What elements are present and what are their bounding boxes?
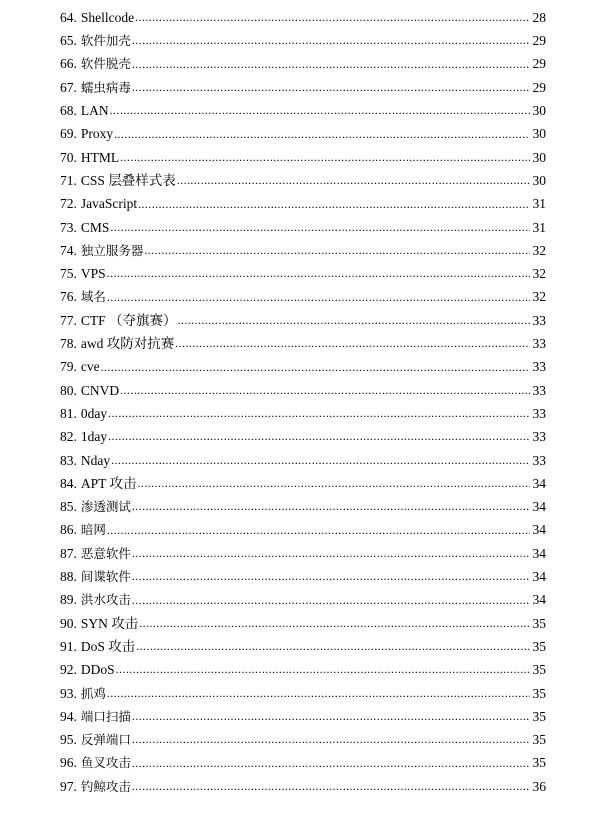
toc-entry-title (60, 523, 107, 537)
toc-page-number: 31 (532, 196, 546, 212)
toc-entry[interactable] (60, 775, 546, 798)
toc-entry-title (60, 547, 132, 561)
toc-entry[interactable] (60, 286, 546, 309)
toc-entry-text: Shellcode (80, 9, 135, 25)
toc-entry-title (60, 57, 132, 71)
toc-page-number: 35 (532, 638, 546, 654)
toc-entry-text: 暗网 (80, 522, 106, 538)
toc-entry-title (60, 244, 144, 258)
toc-page-number: 30 (532, 103, 546, 119)
toc-entry-text: LAN (80, 103, 109, 119)
toc-entry-title (60, 500, 132, 514)
toc-page-number: 34 (532, 569, 546, 585)
toc-page-number: 36 (532, 778, 546, 794)
toc-page-number: 35 (532, 615, 546, 631)
toc-entry[interactable] (60, 76, 546, 99)
toc-entry-text: CSS 层叠样式表 (80, 172, 176, 188)
toc-leader-dots (120, 150, 530, 163)
toc-entry[interactable] (60, 355, 546, 378)
toc-entry-title (60, 454, 111, 468)
toc-page-number: 35 (532, 708, 546, 724)
toc-leader-dots (107, 290, 530, 303)
toc-entry[interactable] (60, 29, 546, 52)
toc-leader-dots (144, 243, 530, 256)
toc-entry-number: 94. (60, 708, 77, 724)
toc-page-number: 30 (532, 126, 546, 142)
toc-page-number: 30 (532, 149, 546, 165)
toc-leader-dots (177, 173, 530, 186)
toc-page-number: 33 (532, 312, 546, 328)
toc-entry-text: CTF （夺旗赛） (80, 312, 177, 328)
toc-leader-dots (178, 313, 530, 326)
toc-entry-text: cve (80, 359, 100, 375)
toc-entry-number: 65. (60, 33, 77, 49)
toc-entry[interactable] (60, 658, 546, 681)
toc-entry-number: 79. (60, 359, 77, 375)
toc-page-number: 33 (532, 429, 546, 445)
toc-entry-text: 端口扫描 (80, 708, 131, 724)
toc-entry-text: CNVD (80, 382, 120, 398)
toc-entry-text: CMS (80, 219, 110, 235)
toc-entry[interactable] (60, 6, 546, 29)
toc-leader-dots (108, 406, 530, 419)
toc-entry-title (60, 663, 116, 677)
toc-entry[interactable] (60, 332, 546, 355)
toc-entry-title (60, 593, 132, 607)
toc-leader-dots (116, 662, 530, 675)
toc-entry-number: 67. (60, 79, 77, 95)
toc-page-number: 32 (532, 289, 546, 305)
toc-entry-number: 81. (60, 405, 77, 421)
toc-page-number: 28 (532, 9, 546, 25)
toc-leader-dots (101, 360, 530, 373)
toc-entry-title (60, 570, 132, 584)
toc-entry-text: 软件脱壳 (80, 56, 131, 72)
toc-entry-text: 0day (80, 405, 108, 421)
toc-entry-number: 83. (60, 452, 77, 468)
toc-page-number: 34 (532, 522, 546, 538)
toc-entry[interactable] (60, 402, 546, 425)
toc-leader-dots (114, 127, 530, 140)
toc-entry-number: 71. (60, 172, 77, 188)
toc-entry-number: 78. (60, 336, 77, 352)
toc-entry-title (60, 384, 120, 398)
toc-leader-dots (139, 616, 530, 629)
toc-entry-number: 73. (60, 219, 77, 235)
toc-page-number: 35 (532, 685, 546, 701)
toc-entry-text: 间谍软件 (80, 569, 131, 585)
toc-leader-dots (110, 103, 530, 116)
toc-entry-number: 92. (60, 662, 77, 678)
toc-entry-title (60, 267, 107, 281)
toc-page-number: 34 (532, 545, 546, 561)
toc-page-number: 35 (532, 662, 546, 678)
toc-entry[interactable] (60, 192, 546, 215)
toc-page-number: 33 (532, 382, 546, 398)
toc-entry-text: 抓鸡 (80, 685, 106, 701)
toc-entry-text: APT 攻击 (80, 475, 137, 491)
toc-entry-number: 85. (60, 499, 77, 515)
toc-page-number: 33 (532, 359, 546, 375)
toc-leader-dots (132, 499, 530, 512)
toc-entry-number: 69. (60, 126, 77, 142)
toc-leader-dots (138, 476, 530, 489)
toc-entry-number: 77. (60, 312, 77, 328)
toc-entry[interactable] (60, 53, 546, 76)
toc-page-number: 34 (532, 499, 546, 515)
toc-leader-dots (120, 383, 530, 396)
toc-entry-title (60, 34, 132, 48)
toc-entry-text: Nday (80, 452, 111, 468)
table-of-contents (60, 6, 546, 798)
toc-entry-title (60, 337, 175, 351)
toc-entry[interactable] (60, 635, 546, 658)
toc-leader-dots (132, 80, 530, 93)
toc-entry-text: DDoS (80, 662, 115, 678)
toc-entry-text: 钓鲸攻击 (80, 778, 131, 794)
toc-entry-title (60, 780, 132, 794)
toc-leader-dots (107, 266, 530, 279)
toc-entry[interactable] (60, 728, 546, 751)
toc-entry-number: 68. (60, 103, 77, 119)
toc-entry-title (60, 314, 178, 328)
toc-entry[interactable] (60, 239, 546, 262)
toc-entry-text: 恶意软件 (80, 545, 131, 561)
toc-entry-title (60, 687, 107, 701)
toc-entry[interactable] (60, 705, 546, 728)
toc-page-number: 33 (532, 452, 546, 468)
toc-entry[interactable] (60, 169, 546, 192)
toc-entry-text: VPS (80, 266, 106, 282)
toc-leader-dots (132, 57, 530, 70)
toc-entry-text: 鱼叉攻击 (80, 755, 131, 771)
toc-entry[interactable] (60, 425, 546, 448)
toc-leader-dots (132, 593, 530, 606)
toc-entry-text: Proxy (80, 126, 114, 142)
toc-entry-title (60, 733, 132, 747)
toc-entry[interactable] (60, 449, 546, 472)
toc-entry-title (60, 290, 107, 304)
toc-entry-number: 87. (60, 545, 77, 561)
toc-entry-text: HTML (80, 149, 120, 165)
toc-entry-number: 84. (60, 475, 77, 491)
toc-entry[interactable] (60, 752, 546, 775)
toc-entry-number: 89. (60, 592, 77, 608)
toc-leader-dots (132, 546, 530, 559)
toc-page-number: 32 (532, 242, 546, 258)
toc-entry-text: awd 攻防对抗赛 (80, 336, 175, 352)
toc-page-number: 33 (532, 405, 546, 421)
toc-entry-title (60, 151, 120, 165)
toc-entry-number: 82. (60, 429, 77, 445)
toc-entry[interactable] (60, 379, 546, 402)
toc-entry[interactable] (60, 495, 546, 518)
toc-leader-dots (111, 453, 530, 466)
toc-leader-dots (132, 569, 530, 582)
toc-entry-title (60, 640, 136, 654)
toc-entry-number: 86. (60, 522, 77, 538)
toc-entry-title (60, 81, 132, 95)
toc-entry-title (60, 617, 139, 631)
toc-leader-dots (110, 220, 530, 233)
toc-entry[interactable] (60, 309, 546, 332)
toc-leader-dots (132, 33, 530, 46)
toc-entry-title (60, 221, 110, 235)
toc-entry[interactable] (60, 682, 546, 705)
toc-entry-number: 97. (60, 778, 77, 794)
toc-entry-number: 76. (60, 289, 77, 305)
toc-entry-number: 88. (60, 569, 77, 585)
toc-entry-number: 66. (60, 56, 77, 72)
toc-entry-title (60, 360, 101, 374)
toc-leader-dots (136, 639, 530, 652)
toc-entry-title (60, 127, 114, 141)
toc-page-number: 35 (532, 732, 546, 748)
toc-entry-text: 域名 (80, 289, 106, 305)
toc-entry-title (60, 756, 132, 770)
toc-entry-text: JavaScript (80, 196, 138, 212)
toc-leader-dots (132, 709, 530, 722)
toc-entry-number: 93. (60, 685, 77, 701)
toc-entry-text: 渗透测试 (80, 499, 131, 515)
toc-entry[interactable] (60, 122, 546, 145)
toc-page-number: 30 (532, 172, 546, 188)
toc-leader-dots (138, 197, 530, 210)
toc-leader-dots (132, 732, 530, 745)
toc-page-number: 34 (532, 592, 546, 608)
toc-entry-text: 蠕虫病毒 (80, 79, 131, 95)
toc-entry[interactable] (60, 472, 546, 495)
toc-entry-text: 1day (80, 429, 108, 445)
toc-entry-number: 80. (60, 382, 77, 398)
toc-entry[interactable] (60, 612, 546, 635)
toc-entry-number: 74. (60, 242, 77, 258)
toc-entry-text: 洪水攻击 (80, 592, 131, 608)
toc-page-number: 29 (532, 33, 546, 49)
toc-entry[interactable] (60, 565, 546, 588)
toc-entry-title (60, 710, 132, 724)
toc-leader-dots (175, 336, 530, 349)
toc-entry-title (60, 430, 108, 444)
toc-page-number: 33 (532, 336, 546, 352)
toc-entry[interactable] (60, 542, 546, 565)
toc-entry-title (60, 407, 108, 421)
toc-entry-text: 反弹端口 (80, 732, 131, 748)
toc-entry-number: 70. (60, 149, 77, 165)
toc-page-number: 32 (532, 266, 546, 282)
toc-entry[interactable] (60, 519, 546, 542)
toc-entry-number: 95. (60, 732, 77, 748)
toc-leader-dots (108, 429, 530, 442)
toc-leader-dots (107, 523, 530, 536)
toc-page-number: 34 (532, 475, 546, 491)
toc-entry[interactable] (60, 146, 546, 169)
toc-entry-title (60, 477, 138, 491)
toc-entry-number: 96. (60, 755, 77, 771)
toc-leader-dots (107, 686, 530, 699)
toc-leader-dots (132, 756, 530, 769)
toc-page-number: 29 (532, 79, 546, 95)
toc-page-number: 29 (532, 56, 546, 72)
toc-entry[interactable] (60, 262, 546, 285)
toc-entry-title (60, 197, 138, 211)
toc-entry-title (60, 11, 135, 25)
toc-entry-text: DoS 攻击 (80, 638, 136, 654)
toc-entry-number: 91. (60, 638, 77, 654)
toc-entry-number: 72. (60, 196, 77, 212)
toc-entry-text: 软件加壳 (80, 33, 131, 49)
toc-entry-text: SYN 攻击 (80, 615, 139, 631)
toc-page-number: 31 (532, 219, 546, 235)
toc-leader-dots (135, 10, 530, 23)
toc-entry-number: 64. (60, 9, 77, 25)
toc-page-number: 35 (532, 755, 546, 771)
toc-entry-number: 90. (60, 615, 77, 631)
toc-leader-dots (132, 779, 530, 792)
toc-entry-title (60, 174, 177, 188)
toc-entry[interactable] (60, 99, 546, 122)
toc-entry-text: 独立服务器 (80, 242, 144, 258)
toc-entry[interactable] (60, 216, 546, 239)
toc-entry-title (60, 104, 110, 118)
toc-entry-number: 75. (60, 266, 77, 282)
toc-entry[interactable] (60, 588, 546, 611)
